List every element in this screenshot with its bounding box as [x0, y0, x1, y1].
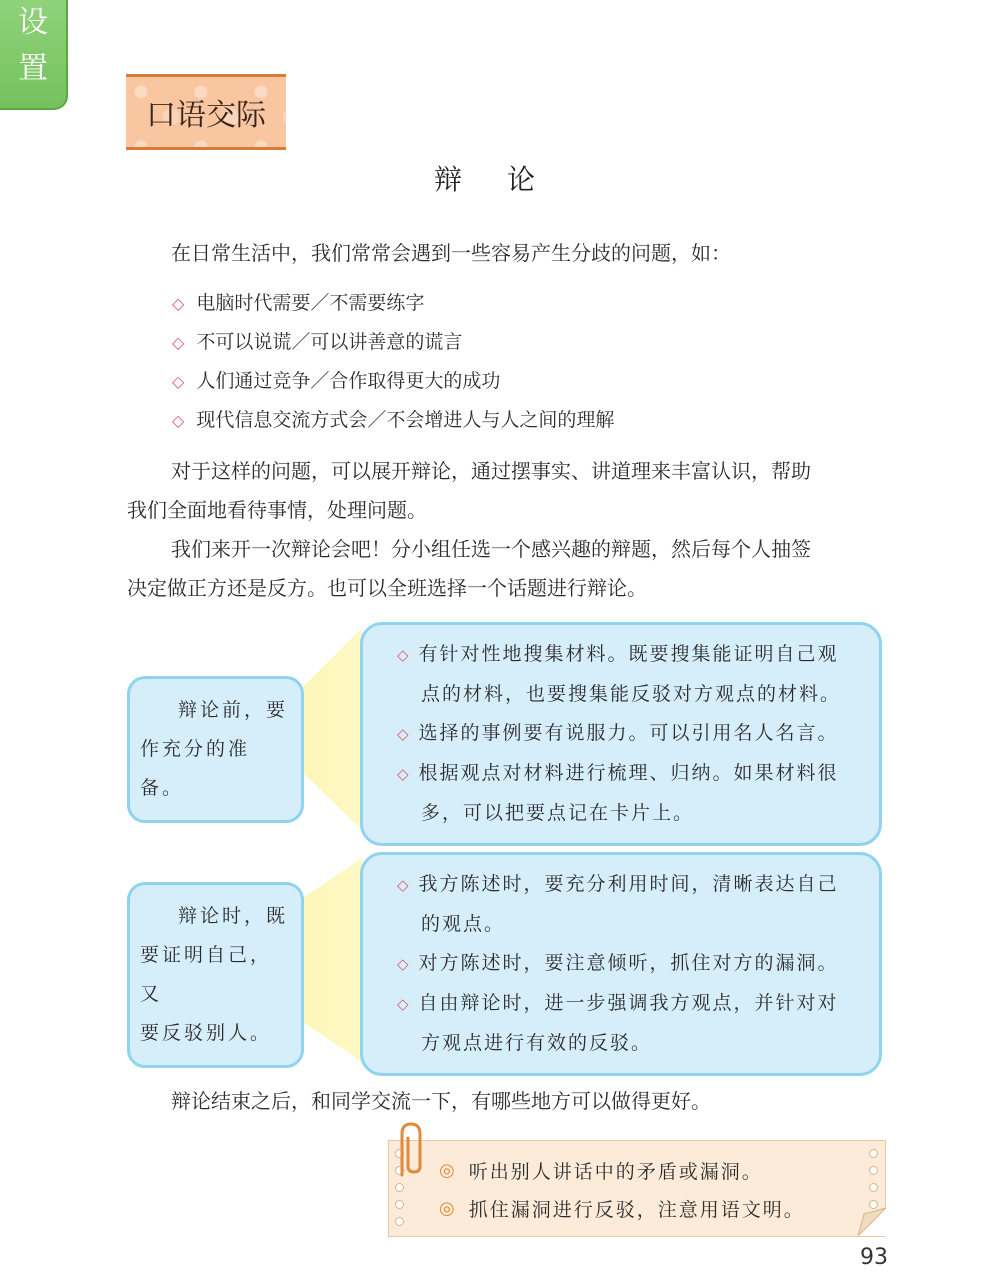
topic-text: 现代信息交流方式会／不会增进人与人之间的理解: [196, 409, 615, 431]
tip-item: [363, 714, 863, 754]
during-debate-bubble: [127, 882, 304, 1068]
tip-item: [363, 754, 863, 833]
diamond-bullet-icon: ◇: [397, 646, 411, 664]
tip-line: 有针对性地搜集材料。既要搜集能证明自己观: [418, 643, 839, 665]
note-item: [439, 1195, 805, 1222]
diamond-bullet-icon: ◇: [397, 876, 411, 894]
before-debate-tips: [360, 622, 882, 846]
note-item: [439, 1157, 763, 1184]
beam-before: [300, 628, 362, 830]
tip-line: 自由辩论时，进一步强调我方观点，并针对对: [418, 992, 839, 1014]
conclusion-paragraph: [127, 1082, 889, 1121]
paragraph-line: 我们全面地看待事情，处理问题。: [127, 498, 427, 522]
tip-line: 根据观点对材料进行梳理、归纳。如果材料很: [418, 762, 839, 784]
tip-line: 我方陈述时，要充分利用时间，清晰表达自己: [418, 873, 839, 895]
during-debate-tips: [360, 852, 882, 1076]
bullseye-bullet-icon: ◎: [439, 1198, 457, 1219]
tip-item: [363, 984, 863, 1063]
paragraph-line: 我们来开一次辩论会吧！分小组任选一个感兴趣的辩题，然后每个人抽签: [171, 537, 811, 561]
topic-text: 不可以说谎／可以讲善意的谎言: [196, 331, 463, 353]
diamond-bullet-icon: ◇: [172, 411, 185, 430]
tip-line: 选择的事例要有说服力。可以引用名人名言。: [418, 722, 839, 744]
side-tab-char: 设: [18, 5, 48, 40]
diamond-bullet-icon: ◇: [172, 294, 185, 313]
diamond-bullet-icon: ◇: [397, 765, 411, 783]
tip-line: 的观点。: [421, 913, 506, 935]
beam-during: [300, 858, 362, 1062]
diamond-bullet-icon: ◇: [172, 372, 185, 391]
page-fold-icon: [858, 1208, 886, 1236]
note-card: [388, 1140, 886, 1237]
bubble-line: 辩论时，既: [178, 905, 289, 927]
tip-line: 点的材料，也要搜集能反驳对方观点的材料。: [421, 683, 842, 705]
diamond-bullet-icon: ◇: [172, 333, 185, 352]
paperclip-icon: [392, 1120, 432, 1180]
tip-item: [363, 635, 863, 714]
intro-text: 在日常生活中，我们常常会遇到一些容易产生分歧的问题，如：: [171, 241, 731, 265]
bubble-line: 作充分的准备。: [140, 738, 251, 799]
bubble-line: 辩论前，要: [178, 699, 289, 721]
topic-text: 电脑时代需要／不需要练字: [196, 292, 425, 314]
diamond-bullet-icon: ◇: [397, 995, 411, 1013]
note-text: 听出别人讲话中的矛盾或漏洞。: [468, 1161, 763, 1183]
diamond-bullet-icon: ◇: [397, 725, 411, 743]
topic-text: 人们通过竞争／合作取得更大的成功: [196, 370, 501, 392]
paragraph-line: 对于这样的问题，可以展开辩论，通过摆事实、讲道理来丰富认识，帮助: [171, 459, 811, 483]
tip-line: 对方陈述时，要注意倾听，抓住对方的漏洞。: [418, 952, 839, 974]
side-tab-char: 置: [18, 51, 48, 86]
section-header: 口语交际: [126, 74, 286, 150]
page-number: 93: [860, 1245, 888, 1270]
bubble-line: 要反驳别人。: [140, 1022, 273, 1044]
tip-item: [363, 944, 863, 984]
bubble-line: 要证明自己，又: [140, 944, 273, 1005]
before-debate-bubble: [127, 676, 304, 823]
note-text: 抓住漏洞进行反驳，注意用语文明。: [468, 1199, 805, 1221]
tip-item: [363, 865, 863, 944]
bullseye-bullet-icon: ◎: [439, 1160, 457, 1181]
page-title: 辩 论: [434, 163, 553, 196]
tip-line: 多，可以把要点记在卡片上。: [421, 802, 695, 824]
diamond-bullet-icon: ◇: [397, 955, 411, 973]
conclusion-text: 辩论结束之后，和同学交流一下，有哪些地方可以做得更好。: [171, 1089, 711, 1113]
paragraph-line: 决定做正方还是反方。也可以全班选择一个话题进行辩论。: [127, 576, 647, 600]
tip-line: 方观点进行有效的反驳。: [421, 1032, 653, 1054]
